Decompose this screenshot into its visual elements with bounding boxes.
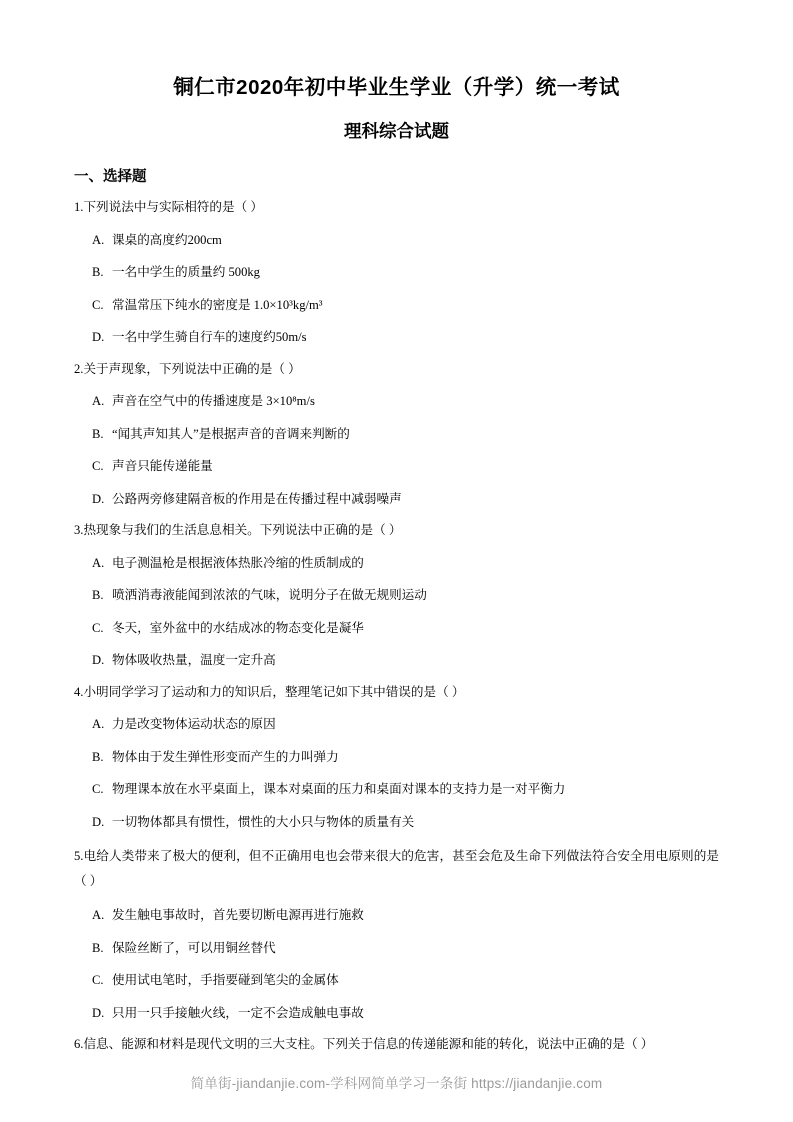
option-label: A.	[92, 908, 105, 923]
option-item	[74, 813, 719, 833]
question-stem: 1.下列说法中与实际相符的是（ ）	[74, 200, 263, 214]
question-stem: 6.信息、能源和材料是现代文明的三大支柱。下列关于信息的传递能源和能的转化，说法中正确的是（ ）	[74, 1037, 654, 1052]
option-label: D.	[92, 1005, 105, 1020]
option-label: A.	[92, 555, 105, 570]
option-item	[74, 619, 719, 639]
option-item	[74, 971, 719, 991]
page-footer: 简单街-jiandanjie.com-学科网简单学习一条街 https://jiandanjie.com	[190, 1076, 603, 1091]
option-text: 物理课本放在水平桌面上，课本对桌面的压力和桌面对课本的支持力是一对平衡力	[112, 782, 566, 797]
option-label: A.	[92, 232, 105, 247]
option-label: C.	[92, 297, 104, 312]
option-item	[74, 780, 719, 800]
option-text: 物体吸收热量，温度一定升高	[112, 653, 276, 668]
option-label: B.	[92, 426, 104, 441]
option-text: 只用一只手接触火线，一定不会造成触电事故	[112, 1005, 364, 1020]
option-label: C.	[92, 782, 104, 797]
option-text: 喷洒消毒液能闻到浓浓的气味，说明分子在做无规则运动	[112, 588, 427, 603]
option-label: D.	[92, 653, 105, 668]
option-item	[74, 715, 719, 735]
question-stem: 5.电给人类带来了极大的便利，但不正确用电也会带来很大的危害，甚至会危及生命下列做法符合安全用电原则的是（ ）	[74, 849, 719, 888]
section-heading: 一、选择题	[74, 169, 147, 185]
option-label: A.	[92, 717, 105, 732]
question-stem: 3.热现象与我们的生活息息相关。下列说法中正确的是（ ）	[74, 523, 402, 538]
page-title: 铜仁市2020年初中毕业生学业（升学）统一考试	[173, 76, 620, 99]
option-text: 常温常压下纯水的密度是 1.0×10³kg/m³	[112, 297, 323, 312]
option-item	[74, 748, 719, 768]
option-item	[74, 231, 719, 251]
page-subtitle: 理科综合试题	[344, 121, 449, 141]
option-text: 一切物体都具有惯性，惯性的大小只与物体的质量有关	[112, 814, 415, 829]
option-label: D.	[92, 814, 105, 829]
option-text: 物体由于发生弹性形变而产生的力叫弹力	[112, 749, 339, 764]
option-text: 公路两旁修建隔音板的作用是在传播过程中减弱噪声	[112, 491, 402, 506]
option-label: B.	[92, 940, 104, 955]
option-text: 声音在空气中的传播速度是 3×10⁸m/s	[112, 394, 315, 409]
option-text: 保险丝断了，可以用铜丝替代	[112, 940, 276, 955]
option-label: B.	[92, 588, 104, 603]
option-text: 冬天，室外盆中的水结成冰的物态变化是凝华	[112, 620, 364, 635]
question-stem: 4.小明同学学习了运动和力的知识后，整理笔记如下其中错误的是（ ）	[74, 684, 465, 699]
option-text: 声音只能传递能量	[112, 459, 213, 474]
option-label: C.	[92, 973, 104, 988]
option-label: B.	[92, 265, 104, 280]
option-item	[74, 328, 719, 348]
option-text: 使用试电笔时，手指要碰到笔尖的金属体	[112, 973, 339, 988]
option-text: 电子测温枪是根据液体热胀冷缩的性质制成的	[112, 555, 364, 570]
option-item	[74, 490, 719, 510]
option-item	[74, 906, 719, 926]
option-item	[74, 263, 719, 283]
question-stem: 2.关于声现象，下列说法中正确的是（ ）	[74, 361, 301, 376]
option-item	[74, 1004, 719, 1024]
option-item	[74, 586, 719, 606]
option-label: B.	[92, 749, 104, 764]
option-label: D.	[92, 491, 105, 506]
option-text: “闻其声知其人”是根据声音的音调来判断的	[112, 426, 350, 441]
option-label: D.	[92, 330, 105, 345]
option-item	[74, 457, 719, 477]
option-item	[74, 554, 719, 574]
option-text: 力是改变物体运动状态的原因	[112, 717, 276, 732]
option-text: 一名中学生的质量约 500kg	[112, 265, 260, 280]
option-label: A.	[92, 394, 105, 409]
option-text: 一名中学生骑自行车的速度约50m/s	[112, 330, 307, 345]
option-label: C.	[92, 459, 104, 474]
option-item	[74, 939, 719, 959]
option-label: C.	[92, 620, 104, 635]
option-text: 课桌的高度约200cm	[112, 232, 222, 247]
option-item	[74, 296, 719, 316]
option-item	[74, 392, 719, 412]
option-item	[74, 651, 719, 671]
option-text: 发生触电事故时，首先要切断电源再进行施救	[112, 908, 364, 923]
option-item	[74, 425, 719, 445]
